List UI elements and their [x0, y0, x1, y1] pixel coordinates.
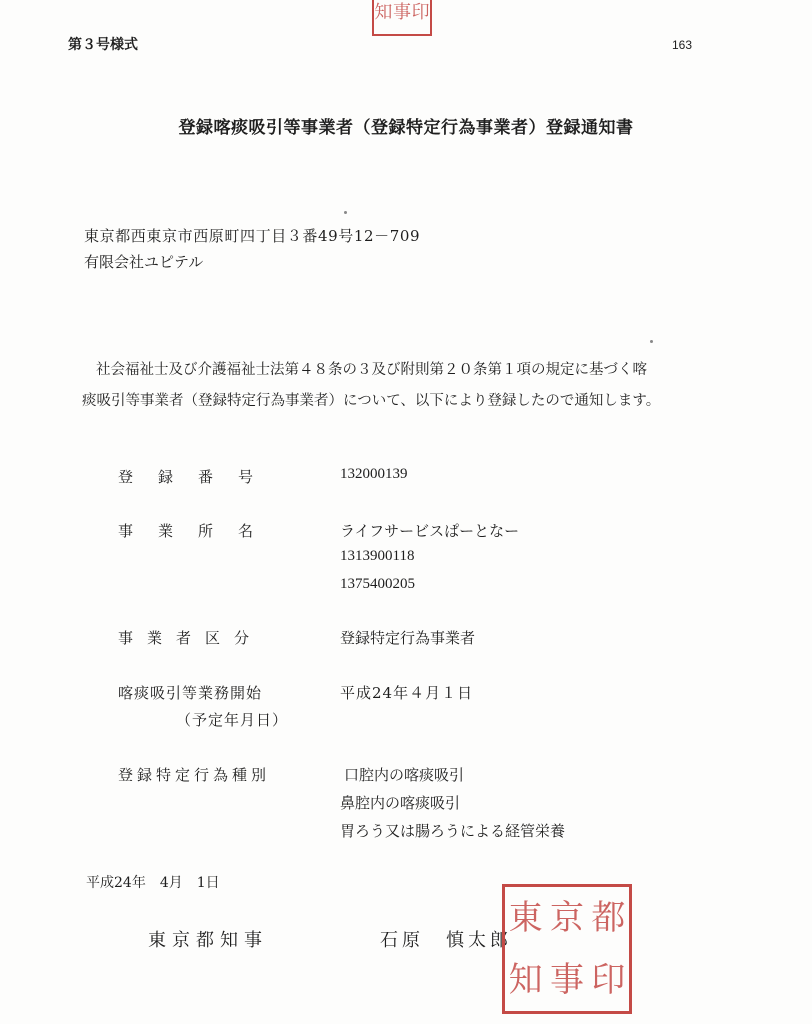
seal-char: 知	[374, 2, 393, 23]
act-types-label: 登録特定行為種別	[118, 766, 271, 784]
scan-speck	[344, 211, 347, 214]
scan-speck	[650, 340, 653, 343]
notice-body-line: 社会福祉士及び介護福祉士法第４８条の３及び附則第２０条第１項の規定に基づく喀	[96, 362, 647, 378]
issuer-name: 石原 慎太郎	[380, 930, 512, 951]
seal-char: 東	[508, 898, 543, 938]
start-date-sublabel: （予定年月日）	[176, 711, 289, 729]
office-name-value: ライフサービスぱーとなー	[340, 522, 520, 540]
notice-body-line: 痰吸引等事業者（登録特定行為事業者）について、以下により登録したので通知します。	[82, 393, 661, 409]
official-seal	[502, 884, 632, 1014]
registration-number-label: 登録番号	[118, 468, 279, 486]
recipient-address: 東京都西東京市西原町四丁目３番49号12－709	[84, 227, 421, 245]
registration-number-value: 132000139	[340, 466, 408, 482]
business-category-value: 登録特定行為事業者	[340, 629, 476, 647]
act-type-item: 胃ろう又は腸ろうによる経管栄養	[340, 822, 566, 840]
recipient-company: 有限会社ユピテル	[84, 253, 204, 271]
act-type-item: 口腔内の喀痰吸引	[344, 766, 465, 784]
top-seal	[372, 0, 432, 36]
office-code: 1375400205	[340, 576, 415, 592]
start-date-value: 平成24年４月１日	[340, 684, 474, 702]
office-code: 1313900118	[340, 548, 415, 564]
act-type-item: 鼻腔内の喀痰吸引	[340, 794, 461, 812]
issue-date: 平成24年 4月 1日	[86, 875, 220, 891]
notice-body	[82, 355, 702, 417]
seal-char: 事	[549, 960, 584, 1000]
issuer-title: 東京都知事	[148, 930, 268, 951]
office-name-label: 事業所名	[118, 522, 279, 540]
seal-char: 事	[392, 2, 411, 23]
business-category-label: 事業者区分	[118, 629, 264, 647]
seal-char: 都	[591, 898, 626, 938]
seal-char: 印	[411, 2, 430, 23]
seal-char: 知	[508, 960, 543, 1000]
seal-char: 京	[549, 898, 584, 938]
seal-char: 印	[591, 960, 626, 1000]
document-title: 登録喀痰吸引等事業者（登録特定行為事業者）登録通知書	[178, 118, 634, 138]
form-number: 第３号様式	[68, 37, 138, 53]
start-date-label: 喀痰吸引等業務開始	[118, 684, 263, 702]
page-number: 163	[672, 38, 693, 52]
